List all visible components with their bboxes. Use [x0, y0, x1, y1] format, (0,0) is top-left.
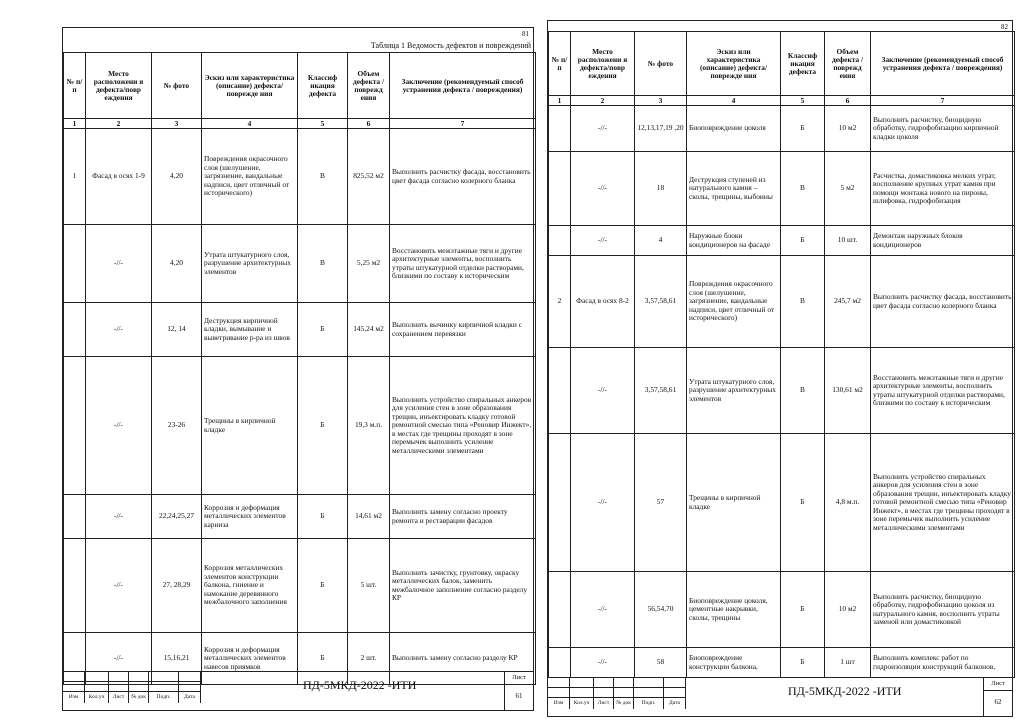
stamp-label: № док [614, 698, 634, 709]
cell-description: Биоповреждение конструкции балкона, [687, 648, 781, 678]
cell-location: -//- [86, 225, 152, 303]
table-row [549, 226, 1015, 256]
cell-number [549, 348, 571, 434]
cell-class: В [781, 256, 825, 348]
index-cell: 4 [202, 119, 298, 129]
index-cell: 3 [635, 96, 687, 106]
header-cell: Эскиз или характеристика (описание) дефекта/поврежде ния [687, 32, 781, 96]
cell-conclusion: Выполнить вычинку кирпичной кладки с сохранением перевязки [390, 303, 536, 357]
cell-class: Б [781, 648, 825, 678]
cell-class: В [298, 225, 348, 303]
cell-description: Деструкция ступеней из натурального камня – сколы, трещины, выбоины [687, 152, 781, 226]
stamp-label: Подп. [149, 692, 179, 703]
document-page-left [62, 27, 534, 711]
table-row [64, 539, 536, 633]
stamp-label: Кол.уч [85, 692, 109, 703]
cell-volume: 1 шт [825, 648, 871, 678]
cell-location: -//- [571, 572, 635, 648]
title-block [548, 677, 1012, 716]
cell-class: Б [781, 106, 825, 152]
header-cell: Эскиз или характеристика (описание) дефекта/поврежде ния [202, 53, 298, 119]
table-header-row [549, 32, 1015, 96]
cell-photo: 12, 14 [152, 303, 202, 357]
cell-number [64, 357, 86, 495]
cell-number [64, 495, 86, 539]
header-cell: Место расположени я дефекта/повр еждения [571, 32, 635, 96]
title-block [63, 671, 533, 710]
index-cell: 2 [86, 119, 152, 129]
cell-description: Коррозия и деформация металлических элементов карниза [202, 495, 298, 539]
index-cell: 2 [571, 96, 635, 106]
cell-volume: 14,61 м2 [348, 495, 390, 539]
cell-conclusion: Выполнить расчистку фасада, восстановить цвет фасада согласно колерного бланка [390, 129, 536, 225]
index-cell: 6 [348, 119, 390, 129]
cell-number [64, 303, 86, 357]
cell-number [549, 106, 571, 152]
cell-description: Биоповреждение цоколя [687, 106, 781, 152]
cell-description: Наружные блоки кондиционеров на фасаде [687, 226, 781, 256]
cell-number [64, 225, 86, 303]
cell-class: Б [298, 357, 348, 495]
cell-class: В [298, 129, 348, 225]
cell-conclusion: Выполнить замену согласно проекту ремонта и реставрации фасадов [390, 495, 536, 539]
sheet-number: 61 [515, 692, 523, 700]
cell-photo: 4 [635, 226, 687, 256]
cell-description: Повреждения окрасочного слоя (шелушение, загрязнение, вандальные надписи, цвет отличный от исторического) [687, 256, 781, 348]
cell-volume: 5 шт. [348, 539, 390, 633]
cell-location: -//- [571, 648, 635, 678]
cell-class: Б [781, 226, 825, 256]
stamp-label: Лист [594, 698, 614, 709]
cell-location: -//- [571, 106, 635, 152]
cell-description: Утрата штукатурного слоя, разрушение архитектурных элементов [202, 225, 298, 303]
cell-photo: 12,13,17,19 ,20 [635, 106, 687, 152]
cell-photo: 4,20 [152, 225, 202, 303]
cell-location: -//- [571, 152, 635, 226]
cell-volume: 10 м2 [825, 572, 871, 648]
cell-location: -//- [86, 495, 152, 539]
index-cell: 7 [390, 119, 536, 129]
header-cell: Классиф икация дефекта [298, 53, 348, 119]
cell-photo: 27, 28,29 [152, 539, 202, 633]
cell-description: Биоповреждение цоколя, цементные накрывки, сколы, трещины [687, 572, 781, 648]
cell-class: Б [781, 572, 825, 648]
table-row [64, 225, 536, 303]
cell-class: Б [298, 303, 348, 357]
cell-conclusion: Демонтаж наружных блоков кондиционеров [871, 226, 1015, 256]
table-row [549, 348, 1015, 434]
sheet-label: Лист [984, 678, 1012, 691]
cell-location: -//- [86, 303, 152, 357]
cell-number [549, 648, 571, 678]
cell-conclusion: Выполнить расчистку фасада, восстановить цвет фасада согласно колерного бланка [871, 256, 1015, 348]
cell-volume: 5 м2 [825, 152, 871, 226]
cell-description: Трещины в кирпичной кладке [202, 357, 298, 495]
cell-number [549, 572, 571, 648]
table-row [64, 303, 536, 357]
cell-conclusion: Выполнить зачистку, грунтовку, окраску металлических балок, заменить межбалочное заполнение согласно разделу КР [390, 539, 536, 633]
header-cell: Классиф икация дефекта [781, 32, 825, 96]
stamp-label: Дата [179, 692, 201, 703]
cell-volume: 130,61 м2 [825, 348, 871, 434]
index-cell: 1 [64, 119, 86, 129]
cell-location: -//- [571, 226, 635, 256]
cell-number: 2 [549, 256, 571, 348]
cell-class: В [781, 348, 825, 434]
cell-number [549, 434, 571, 572]
defects-table [63, 52, 536, 685]
cell-class: В [781, 152, 825, 226]
stamp-label: Изм [63, 692, 85, 703]
cell-photo: 22,24,25,27 [152, 495, 202, 539]
page-number: 81 [522, 30, 529, 38]
cell-photo: 15,16,21 [152, 633, 202, 685]
column-index-row [64, 119, 536, 129]
table-row [549, 434, 1015, 572]
cell-photo: 23-26 [152, 357, 202, 495]
table-header-row [64, 53, 536, 119]
document-code: ПД-5МКД-2022 -ИТИ [303, 678, 417, 692]
cell-description: Коррозия металлических элементов конструкции балкона, гниение и намокание деревянного межбалочного заполнения [202, 539, 298, 633]
cell-conclusion: Восстановить межэтажные тяги и другие архитектурные элементы, восполнить утраты штукатурной отделки растворами, близкими по составу к историческим [871, 348, 1015, 434]
index-cell: 6 [825, 96, 871, 106]
stamp-label: Дата [664, 698, 686, 709]
document-code: ПД-5МКД-2022 -ИТИ [788, 684, 902, 698]
header-cell: Объем дефекта / поврежд ения [825, 32, 871, 96]
cell-volume: 19,3 м.п. [348, 357, 390, 495]
cell-conclusion: Восстановить межэтажные тяги и другие архитектурные элементы, восполнить утраты штукатурной отделки растворами, близкими по составу к историческим [390, 225, 536, 303]
cell-volume: 145,24 м2 [348, 303, 390, 357]
cell-conclusion: Расчистка, домастиковка мелких утрат, восполнение крупных утрат камня при помощи монтажа нового на пироны, шлифовка, гидрофобизация [871, 152, 1015, 226]
stamp-label: № док [129, 692, 149, 703]
table-caption: Таблица 1 Ведомость дефектов и повреждений [370, 41, 531, 50]
stamp-label: Лист [109, 692, 129, 703]
header-cell: Объем дефекта / поврежд ения [348, 53, 390, 119]
table-row [549, 152, 1015, 226]
sheet-number: 62 [994, 698, 1002, 706]
sheet-label: Лист [505, 672, 533, 685]
header-cell: № фото [635, 32, 687, 96]
header-cell: Заключение (рекомендуемый способ устранения дефекта / повреждения) [390, 53, 536, 119]
defects-table [548, 31, 1015, 678]
cell-class: Б [781, 434, 825, 572]
table-row [549, 256, 1015, 348]
header-cell: № п/п [64, 53, 86, 119]
header-cell: № фото [152, 53, 202, 119]
cell-class: Б [298, 633, 348, 685]
cell-photo: 3,57,58,61 [635, 348, 687, 434]
cell-volume: 10 м2 [825, 106, 871, 152]
sheet-number-box [983, 678, 1012, 716]
table-row [549, 106, 1015, 152]
cell-description: Коррозия и деформация металлических элементов навесов приямков [202, 633, 298, 685]
cell-number [549, 226, 571, 256]
index-cell: 5 [298, 119, 348, 129]
cell-conclusion: Выполнить расчистку, биоцидную обработку, гидрофобизацию цоколя из натурального камня, восполнить утраты заменой или домастиковкой [871, 572, 1015, 648]
sheet-number-box [504, 672, 533, 710]
header-cell: Заключение (рекомендуемый способ устранения дефекта / повреждения) [871, 32, 1015, 96]
cell-conclusion: Выполнить устройство спиральных анкеров для усиления стен в зоне образования трещин, инъектировать кладку готовой ремонтной смесью типа «Реновир Инжект», в местах где трещины проходят в зоне перемычек выполнить усиление металлическими элементами [871, 434, 1015, 572]
cell-photo: 3,57,58,61 [635, 256, 687, 348]
cell-location: -//- [86, 357, 152, 495]
cell-location: -//- [86, 539, 152, 633]
cell-photo: 57 [635, 434, 687, 572]
cell-location: -//- [571, 434, 635, 572]
cell-volume: 2 шт. [348, 633, 390, 685]
cell-volume: 245,7 м2 [825, 256, 871, 348]
document-page-right [547, 20, 1013, 717]
revision-grid [63, 672, 201, 710]
cell-class: Б [298, 495, 348, 539]
cell-photo: 18 [635, 152, 687, 226]
cell-photo: 4,20 [152, 129, 202, 225]
cell-number [549, 152, 571, 226]
cell-location: -//- [86, 633, 152, 685]
index-cell: 3 [152, 119, 202, 129]
table-row [64, 129, 536, 225]
cell-volume: 4,8 м.п. [825, 434, 871, 572]
stamp-label: Изм [548, 698, 570, 709]
header-cell: Место расположени я дефекта/повр еждения [86, 53, 152, 119]
stamp-label: Кол.уч [570, 698, 594, 709]
table-row [549, 648, 1015, 678]
cell-volume: 825,52 м2 [348, 129, 390, 225]
table-row [549, 572, 1015, 648]
cell-description: Трещины в кирпичной кладке [687, 434, 781, 572]
cell-conclusion: Выполнить комплекс работ по гидроизоляции конструкций балконов, [871, 648, 1015, 678]
cell-volume: 5,25 м2 [348, 225, 390, 303]
header-cell: № п/п [549, 32, 571, 96]
page-number: 82 [1001, 23, 1008, 31]
cell-location: Фасад в осях 8-2 [571, 256, 635, 348]
cell-photo: 58 [635, 648, 687, 678]
cell-conclusion: Выполнить расчистку, биоцидную обработку, гидрофобизацию кирпичной кладки цоколя [871, 106, 1015, 152]
cell-description: Утрата штукатурного слоя, разрушение архитектурных элементов [687, 348, 781, 434]
index-cell: 7 [871, 96, 1015, 106]
table-row [64, 495, 536, 539]
cell-conclusion: Выполнить устройство спиральных анкеров для усиления стен в зоне образования трещин, инъектировать кладку готовой ремонтной смесью типа «Реновир Инжект», в местах где трещины проходят в зоне перемычек выполнить усиление металлическими элементами [390, 357, 536, 495]
index-cell: 4 [687, 96, 781, 106]
column-index-row [549, 96, 1015, 106]
index-cell: 1 [549, 96, 571, 106]
revision-grid [548, 678, 686, 716]
cell-class: Б [298, 539, 348, 633]
cell-number: 1 [64, 129, 86, 225]
index-cell: 5 [781, 96, 825, 106]
cell-location: Фасад в осях 1-9 [86, 129, 152, 225]
stamp-label: Подп. [634, 698, 664, 709]
cell-number [64, 539, 86, 633]
cell-description: Деструкция кирпичной кладки, вымывание и выветривание р-ра из швов [202, 303, 298, 357]
table-row [64, 357, 536, 495]
cell-photo: 56,54,70 [635, 572, 687, 648]
cell-volume: 10 шт. [825, 226, 871, 256]
cell-description: Повреждения окрасочного слоя (шелушение, загрязнение, вандальные надписи, цвет отличный от исторического) [202, 129, 298, 225]
cell-conclusion: Выполнить замену согласно разделу КР [390, 633, 536, 685]
cell-location: -//- [571, 348, 635, 434]
